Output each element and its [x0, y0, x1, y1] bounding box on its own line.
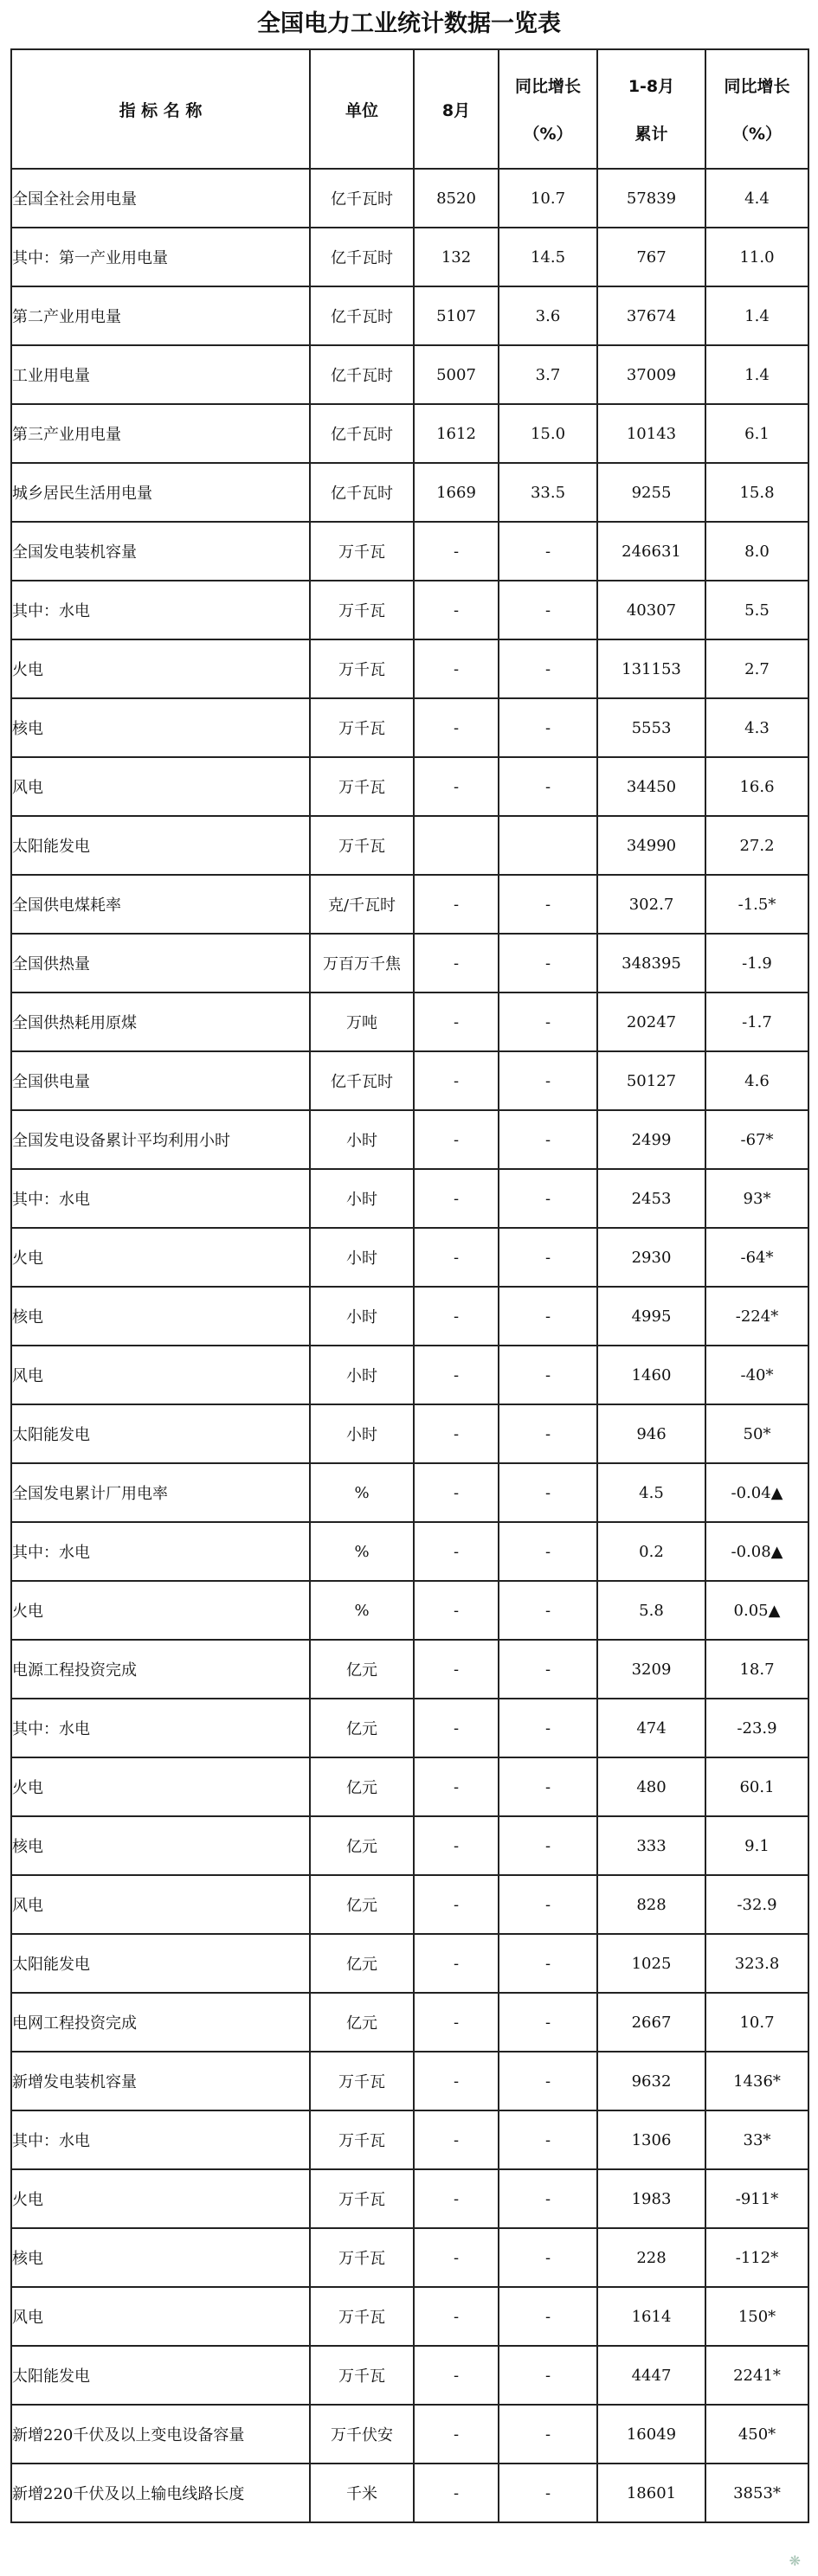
cell-ytd-yoy: 1.4 — [705, 286, 808, 345]
table-row — [11, 1640, 808, 1699]
cell-indicator: 电网工程投资完成 — [11, 1993, 310, 2052]
table-row — [11, 2052, 808, 2110]
cell-ytd: 10143 — [597, 404, 705, 463]
cell-ytd-yoy: -67* — [705, 1110, 808, 1169]
header-ytd-line2: 累计 — [634, 125, 668, 144]
cell-month-yoy: - — [499, 2346, 597, 2405]
cell-ytd-yoy: -23.9 — [705, 1699, 808, 1757]
table-row — [11, 1934, 808, 1993]
cell-month-yoy — [499, 816, 597, 875]
cell-indicator: 全国发电设备累计平均利用小时 — [11, 1110, 310, 1169]
cell-ytd-yoy: 0.05▲ — [705, 1581, 808, 1640]
cell-month: - — [414, 1699, 499, 1757]
cell-ytd: 18601 — [597, 2464, 705, 2522]
cell-unit: 万千瓦 — [310, 2228, 414, 2287]
table-row — [11, 2228, 808, 2287]
cell-month-yoy: - — [499, 757, 597, 816]
cell-month: - — [414, 2052, 499, 2110]
cell-indicator: 全国供热量 — [11, 934, 310, 992]
cell-unit: 亿千瓦时 — [310, 169, 414, 228]
cell-ytd: 5553 — [597, 698, 705, 757]
cell-month-yoy: - — [499, 1346, 597, 1404]
header-ytd — [597, 49, 705, 169]
table-row — [11, 581, 808, 639]
cell-ytd: 0.2 — [597, 1522, 705, 1581]
cell-indicator: 全国发电装机容量 — [11, 522, 310, 581]
table-row — [11, 757, 808, 816]
table-row — [11, 228, 808, 286]
table-row — [11, 934, 808, 992]
cell-unit: 亿元 — [310, 1757, 414, 1816]
table-row — [11, 1699, 808, 1757]
cell-ytd: 50127 — [597, 1051, 705, 1110]
cell-month: - — [414, 2228, 499, 2287]
cell-month: 5007 — [414, 345, 499, 404]
table-row — [11, 875, 808, 934]
cell-month: - — [414, 2346, 499, 2405]
cell-indicator: 全国全社会用电量 — [11, 169, 310, 228]
header-ytd-yoy-line1: 同比增长 — [724, 77, 790, 96]
cell-unit: 亿元 — [310, 1934, 414, 1993]
table-row — [11, 1463, 808, 1522]
cell-month: - — [414, 1404, 499, 1463]
header-month: 8月 — [414, 49, 499, 169]
cell-indicator: 全国供电煤耗率 — [11, 875, 310, 934]
cell-unit: 小时 — [310, 1228, 414, 1287]
table-row — [11, 1051, 808, 1110]
cell-unit: 万千瓦 — [310, 757, 414, 816]
cell-indicator: 太阳能发电 — [11, 816, 310, 875]
cell-month: 5107 — [414, 286, 499, 345]
cell-ytd-yoy: 6.1 — [705, 404, 808, 463]
cell-month: - — [414, 1934, 499, 1993]
watermark-logo: ❋ — [789, 2553, 801, 2569]
table-row — [11, 1875, 808, 1934]
cell-ytd-yoy: 3853* — [705, 2464, 808, 2522]
cell-month: - — [414, 1463, 499, 1522]
cell-unit: 万千瓦 — [310, 2110, 414, 2169]
cell-month-yoy: - — [499, 1228, 597, 1287]
cell-ytd: 767 — [597, 228, 705, 286]
cell-ytd: 34990 — [597, 816, 705, 875]
cell-indicator: 第二产业用电量 — [11, 286, 310, 345]
table-row — [11, 345, 808, 404]
table-row — [11, 2346, 808, 2405]
cell-indicator: 其中：水电 — [11, 581, 310, 639]
cell-indicator: 风电 — [11, 757, 310, 816]
cell-ytd-yoy: -1.9 — [705, 934, 808, 992]
cell-month-yoy: - — [499, 581, 597, 639]
cell-unit: 小时 — [310, 1346, 414, 1404]
cell-ytd: 828 — [597, 1875, 705, 1934]
table-row — [11, 1404, 808, 1463]
cell-month: - — [414, 934, 499, 992]
cell-indicator: 太阳能发电 — [11, 2346, 310, 2405]
cell-indicator: 火电 — [11, 2169, 310, 2228]
cell-unit: 亿元 — [310, 1640, 414, 1699]
cell-unit: 万千瓦 — [310, 2287, 414, 2346]
cell-month: - — [414, 1875, 499, 1934]
header-month-yoy-line1: 同比增长 — [514, 77, 581, 96]
cell-month-yoy: - — [499, 2052, 597, 2110]
cell-ytd-yoy: -911* — [705, 2169, 808, 2228]
cell-month: - — [414, 1346, 499, 1404]
cell-ytd-yoy: 4.6 — [705, 1051, 808, 1110]
cell-ytd: 1983 — [597, 2169, 705, 2228]
cell-ytd-yoy: -224* — [705, 1287, 808, 1346]
cell-ytd: 480 — [597, 1757, 705, 1816]
cell-ytd-yoy: 4.3 — [705, 698, 808, 757]
table-row — [11, 1993, 808, 2052]
cell-indicator: 火电 — [11, 639, 310, 698]
cell-month-yoy: - — [499, 1051, 597, 1110]
table-row — [11, 1169, 808, 1228]
cell-indicator: 其中：水电 — [11, 2110, 310, 2169]
cell-month-yoy: - — [499, 2405, 597, 2464]
cell-month-yoy: - — [499, 1875, 597, 1934]
cell-month: 1612 — [414, 404, 499, 463]
cell-ytd-yoy: 1.4 — [705, 345, 808, 404]
cell-ytd-yoy: -64* — [705, 1228, 808, 1287]
cell-ytd: 131153 — [597, 639, 705, 698]
cell-ytd: 2499 — [597, 1110, 705, 1169]
cell-ytd: 3209 — [597, 1640, 705, 1699]
cell-ytd-yoy: 5.5 — [705, 581, 808, 639]
cell-ytd-yoy: -40* — [705, 1346, 808, 1404]
header-ytd-yoy-line2: （%） — [731, 125, 783, 144]
cell-ytd: 1306 — [597, 2110, 705, 2169]
cell-ytd: 1614 — [597, 2287, 705, 2346]
cell-month-yoy: - — [499, 1287, 597, 1346]
page-title: 全国电力工业统计数据一览表 — [257, 10, 561, 37]
cell-ytd: 40307 — [597, 581, 705, 639]
cell-month: - — [414, 757, 499, 816]
cell-unit: 亿千瓦时 — [310, 286, 414, 345]
cell-month-yoy: - — [499, 1110, 597, 1169]
cell-unit: 亿元 — [310, 1816, 414, 1875]
table-row — [11, 1228, 808, 1287]
table-row — [11, 992, 808, 1051]
cell-ytd-yoy: -1.5* — [705, 875, 808, 934]
cell-indicator: 太阳能发电 — [11, 1934, 310, 1993]
table-body — [11, 169, 808, 2522]
table-row — [11, 2169, 808, 2228]
cell-unit: 万千伏安 — [310, 2405, 414, 2464]
cell-unit: 万百万千焦 — [310, 934, 414, 992]
cell-unit: 万千瓦 — [310, 639, 414, 698]
cell-indicator: 城乡居民生活用电量 — [11, 463, 310, 522]
cell-ytd: 16049 — [597, 2405, 705, 2464]
cell-indicator: 火电 — [11, 1757, 310, 1816]
cell-ytd: 4.5 — [597, 1463, 705, 1522]
cell-month: - — [414, 1169, 499, 1228]
cell-month-yoy: 3.7 — [499, 345, 597, 404]
cell-unit: 小时 — [310, 1404, 414, 1463]
cell-month: - — [414, 639, 499, 698]
cell-ytd: 9255 — [597, 463, 705, 522]
cell-indicator: 风电 — [11, 2287, 310, 2346]
cell-unit: 亿千瓦时 — [310, 463, 414, 522]
cell-month: - — [414, 1816, 499, 1875]
cell-indicator: 核电 — [11, 698, 310, 757]
cell-ytd: 5.8 — [597, 1581, 705, 1640]
cell-month: - — [414, 581, 499, 639]
cell-indicator: 核电 — [11, 1816, 310, 1875]
cell-ytd: 34450 — [597, 757, 705, 816]
cell-unit: 亿千瓦时 — [310, 404, 414, 463]
table-header-row — [11, 49, 808, 169]
table-row — [11, 698, 808, 757]
cell-ytd: 246631 — [597, 522, 705, 581]
header-unit: 单位 — [310, 49, 414, 169]
cell-month: - — [414, 992, 499, 1051]
cell-ytd: 348395 — [597, 934, 705, 992]
cell-unit: 万千瓦 — [310, 2052, 414, 2110]
table-row — [11, 1346, 808, 1404]
table-row — [11, 286, 808, 345]
cell-ytd-yoy: 11.0 — [705, 228, 808, 286]
cell-ytd: 228 — [597, 2228, 705, 2287]
cell-month — [414, 816, 499, 875]
cell-ytd: 57839 — [597, 169, 705, 228]
cell-indicator: 第三产业用电量 — [11, 404, 310, 463]
cell-month-yoy: - — [499, 1169, 597, 1228]
cell-indicator: 其中：第一产业用电量 — [11, 228, 310, 286]
cell-ytd: 1460 — [597, 1346, 705, 1404]
cell-month: - — [414, 1581, 499, 1640]
cell-month: - — [414, 2287, 499, 2346]
header-month-yoy — [499, 49, 597, 169]
cell-indicator: 风电 — [11, 1346, 310, 1404]
cell-month: - — [414, 1993, 499, 2052]
cell-month: 132 — [414, 228, 499, 286]
cell-ytd-yoy: 15.8 — [705, 463, 808, 522]
cell-indicator: 新增220千伏及以上输电线路长度 — [11, 2464, 310, 2522]
cell-month-yoy: 14.5 — [499, 228, 597, 286]
cell-ytd-yoy: 450* — [705, 2405, 808, 2464]
table-row — [11, 404, 808, 463]
cell-unit: 万吨 — [310, 992, 414, 1051]
cell-indicator: 火电 — [11, 1581, 310, 1640]
cell-indicator: 核电 — [11, 1287, 310, 1346]
cell-month-yoy: - — [499, 639, 597, 698]
cell-unit: 小时 — [310, 1110, 414, 1169]
cell-indicator: 全国发电累计厂用电率 — [11, 1463, 310, 1522]
table-row — [11, 522, 808, 581]
cell-ytd-yoy: 4.4 — [705, 169, 808, 228]
cell-ytd-yoy: 9.1 — [705, 1816, 808, 1875]
cell-ytd: 302.7 — [597, 875, 705, 934]
cell-month-yoy: - — [499, 875, 597, 934]
statistics-table — [10, 48, 809, 2523]
cell-month: - — [414, 2110, 499, 2169]
cell-ytd: 37009 — [597, 345, 705, 404]
cell-indicator: 太阳能发电 — [11, 1404, 310, 1463]
header-ytd-yoy — [705, 49, 808, 169]
cell-month: 8520 — [414, 169, 499, 228]
table-row — [11, 639, 808, 698]
cell-ytd-yoy: 50* — [705, 1404, 808, 1463]
cell-month-yoy: - — [499, 992, 597, 1051]
cell-ytd-yoy: -112* — [705, 2228, 808, 2287]
cell-month-yoy: - — [499, 1993, 597, 2052]
cell-ytd: 333 — [597, 1816, 705, 1875]
cell-month-yoy: - — [499, 934, 597, 992]
cell-indicator: 其中：水电 — [11, 1169, 310, 1228]
header-ytd-line1: 1-8月 — [628, 77, 675, 96]
cell-unit: 亿元 — [310, 1993, 414, 2052]
cell-month: - — [414, 1287, 499, 1346]
table-row — [11, 1522, 808, 1581]
cell-ytd-yoy: -32.9 — [705, 1875, 808, 1934]
cell-ytd: 2667 — [597, 1993, 705, 2052]
cell-unit: % — [310, 1522, 414, 1581]
cell-month-yoy: 10.7 — [499, 169, 597, 228]
cell-indicator: 新增发电装机容量 — [11, 2052, 310, 2110]
cell-ytd-yoy: 18.7 — [705, 1640, 808, 1699]
cell-month: - — [414, 698, 499, 757]
cell-ytd: 4995 — [597, 1287, 705, 1346]
cell-month-yoy: - — [499, 1522, 597, 1581]
cell-unit: 小时 — [310, 1287, 414, 1346]
cell-unit: % — [310, 1581, 414, 1640]
cell-month: - — [414, 1640, 499, 1699]
cell-month-yoy: - — [499, 1934, 597, 1993]
cell-unit: 小时 — [310, 1169, 414, 1228]
cell-indicator: 全国供热耗用原煤 — [11, 992, 310, 1051]
cell-month-yoy: 33.5 — [499, 463, 597, 522]
cell-month-yoy: - — [499, 2169, 597, 2228]
cell-month: - — [414, 2169, 499, 2228]
cell-ytd: 20247 — [597, 992, 705, 1051]
table-row — [11, 2110, 808, 2169]
table-row — [11, 1110, 808, 1169]
cell-ytd-yoy: 2241* — [705, 2346, 808, 2405]
cell-indicator: 工业用电量 — [11, 345, 310, 404]
cell-month-yoy: 15.0 — [499, 404, 597, 463]
table-row — [11, 1287, 808, 1346]
cell-ytd-yoy: 8.0 — [705, 522, 808, 581]
cell-ytd-yoy: -0.04▲ — [705, 1463, 808, 1522]
cell-month-yoy: - — [499, 522, 597, 581]
cell-unit: % — [310, 1463, 414, 1522]
cell-unit: 万千瓦 — [310, 522, 414, 581]
cell-month: 1669 — [414, 463, 499, 522]
cell-month-yoy: - — [499, 2110, 597, 2169]
table-row — [11, 1757, 808, 1816]
cell-month-yoy: - — [499, 1699, 597, 1757]
cell-unit: 克/千瓦时 — [310, 875, 414, 934]
cell-unit: 亿千瓦时 — [310, 1051, 414, 1110]
cell-unit: 万千瓦 — [310, 2169, 414, 2228]
cell-ytd: 37674 — [597, 286, 705, 345]
cell-unit: 万千瓦 — [310, 581, 414, 639]
cell-ytd-yoy: 10.7 — [705, 1993, 808, 2052]
cell-month: - — [414, 522, 499, 581]
cell-month: - — [414, 1522, 499, 1581]
cell-month: - — [414, 1110, 499, 1169]
cell-ytd-yoy: 2.7 — [705, 639, 808, 698]
cell-indicator: 新增220千伏及以上变电设备容量 — [11, 2405, 310, 2464]
cell-ytd-yoy: 93* — [705, 1169, 808, 1228]
cell-month: - — [414, 1051, 499, 1110]
cell-ytd-yoy: -0.08▲ — [705, 1522, 808, 1581]
cell-unit: 万千瓦 — [310, 816, 414, 875]
cell-month: - — [414, 875, 499, 934]
cell-ytd: 946 — [597, 1404, 705, 1463]
cell-ytd-yoy: -1.7 — [705, 992, 808, 1051]
cell-month-yoy: - — [499, 1757, 597, 1816]
cell-indicator: 全国供电量 — [11, 1051, 310, 1110]
cell-ytd: 9632 — [597, 2052, 705, 2110]
cell-unit: 万千瓦 — [310, 698, 414, 757]
table-row — [11, 2405, 808, 2464]
cell-unit: 亿元 — [310, 1699, 414, 1757]
cell-month-yoy: - — [499, 1463, 597, 1522]
cell-month-yoy: - — [499, 1404, 597, 1463]
cell-ytd: 2453 — [597, 1169, 705, 1228]
cell-unit: 万千瓦 — [310, 2346, 414, 2405]
cell-indicator: 火电 — [11, 1228, 310, 1287]
header-month-yoy-line2: （%） — [523, 125, 573, 144]
cell-month-yoy: - — [499, 1816, 597, 1875]
cell-month: - — [414, 2464, 499, 2522]
cell-ytd-yoy: 16.6 — [705, 757, 808, 816]
cell-ytd: 474 — [597, 1699, 705, 1757]
cell-month: - — [414, 2405, 499, 2464]
cell-ytd-yoy: 150* — [705, 2287, 808, 2346]
cell-month-yoy: - — [499, 2228, 597, 2287]
cell-month: - — [414, 1757, 499, 1816]
cell-unit: 千米 — [310, 2464, 414, 2522]
table-row — [11, 1581, 808, 1640]
cell-ytd-yoy: 33* — [705, 2110, 808, 2169]
cell-month-yoy: - — [499, 1640, 597, 1699]
cell-indicator: 电源工程投资完成 — [11, 1640, 310, 1699]
cell-ytd-yoy: 60.1 — [705, 1757, 808, 1816]
table-row — [11, 2287, 808, 2346]
header-indicator: 指 标 名 称 — [11, 49, 310, 169]
cell-unit: 亿千瓦时 — [310, 345, 414, 404]
cell-month-yoy: - — [499, 698, 597, 757]
table-row — [11, 1816, 808, 1875]
cell-month: - — [414, 1228, 499, 1287]
cell-ytd-yoy: 27.2 — [705, 816, 808, 875]
cell-unit: 亿元 — [310, 1875, 414, 1934]
cell-indicator: 其中：水电 — [11, 1522, 310, 1581]
cell-ytd-yoy: 323.8 — [705, 1934, 808, 1993]
table-row — [11, 2464, 808, 2522]
cell-indicator: 其中：水电 — [11, 1699, 310, 1757]
cell-ytd: 1025 — [597, 1934, 705, 1993]
table-row — [11, 169, 808, 228]
cell-indicator: 核电 — [11, 2228, 310, 2287]
cell-month-yoy: 3.6 — [499, 286, 597, 345]
cell-ytd: 2930 — [597, 1228, 705, 1287]
cell-month-yoy: - — [499, 1581, 597, 1640]
cell-month-yoy: - — [499, 2464, 597, 2522]
cell-month-yoy: - — [499, 2287, 597, 2346]
table-row — [11, 816, 808, 875]
cell-indicator: 风电 — [11, 1875, 310, 1934]
cell-ytd: 4447 — [597, 2346, 705, 2405]
cell-unit: 亿千瓦时 — [310, 228, 414, 286]
table-row — [11, 463, 808, 522]
cell-ytd-yoy: 1436* — [705, 2052, 808, 2110]
